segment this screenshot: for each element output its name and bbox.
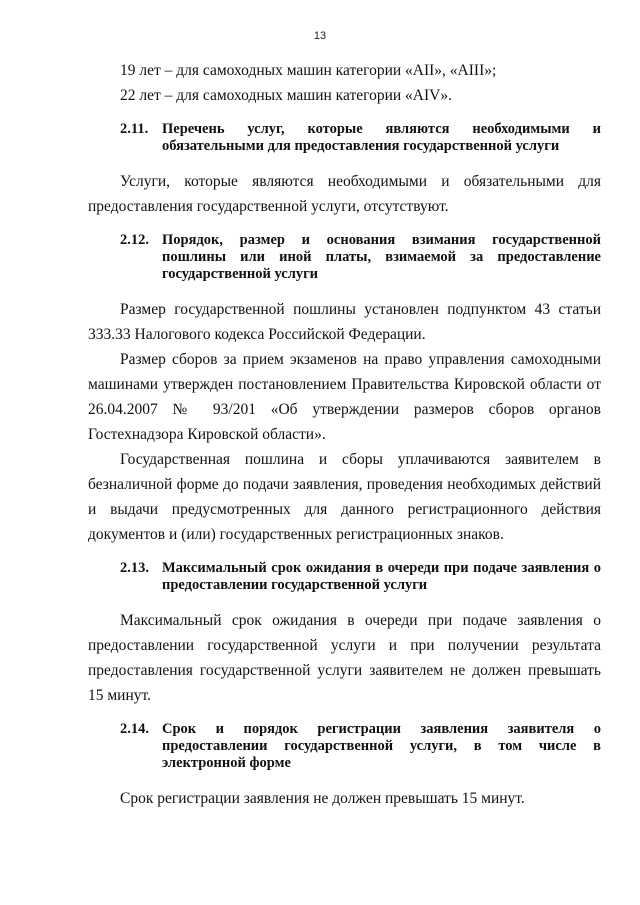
page-number: 13	[313, 30, 327, 42]
section-heading-2-11	[120, 121, 601, 155]
section-heading-2-12	[120, 232, 601, 283]
section-number: 2.14.	[120, 721, 149, 737]
section-heading-2-14	[120, 721, 601, 772]
section-title: Порядок, размер и основания взимания государственной пошлины или иной платы, взимаемой за предоставление государственной услуги	[162, 232, 601, 282]
intro-line: 22 лет – для самоходных машин категории «AIV».	[120, 87, 452, 104]
paragraph: Максимальный срок ожидания в очереди при подаче заявления о предоставлении государственной услуги и при получении результата предоставления государственной услуги заявителем не должен превышать 15 минут.	[88, 612, 601, 704]
section-title: Перечень услуг, которые являются необходимыми и обязательными для предоставления государственной услуги	[162, 121, 601, 154]
section-number: 2.13.	[120, 560, 149, 576]
paragraph: Срок регистрации заявления не должен превышать 15 минут.	[120, 790, 525, 807]
paragraph: Размер сборов за прием экзаменов на право управления самоходными машинами утвержден постановлением Правительства Кировской области от 26.04.2007 № 93/201 «Об утверждении размеров сборов органов Гостехнадзора Кировской области».	[88, 351, 601, 443]
paragraph: Услуги, которые являются необходимыми и обязательными для предоставления государственной услуги, отсутствуют.	[88, 173, 601, 215]
section-number: 2.12.	[120, 232, 149, 248]
section-title: Срок и порядок регистрации заявления заявителя о предоставлении государственной услуги, в том числе в электронной форме	[162, 721, 601, 771]
paragraph: Размер государственной пошлины установлен подпунктом 43 статьи 333.33 Налогового кодекса Российской Федерации.	[88, 301, 601, 343]
section-heading-2-13	[120, 560, 601, 594]
section-title: Максимальный срок ожидания в очереди при подаче заявления о предоставлении государственной услуги	[162, 560, 601, 593]
document-body	[88, 58, 601, 811]
section-number: 2.11.	[120, 121, 149, 137]
intro-line: 19 лет – для самоходных машин категории «AII», «AIII»;	[120, 62, 497, 79]
paragraph: Государственная пошлина и сборы уплачиваются заявителем в безналичной форме до подачи заявления, проведения необходимых действий и выдачи предусмотренных для данного регистрационного действия документов и (или) государственных регистрационных знаков.	[88, 451, 601, 543]
